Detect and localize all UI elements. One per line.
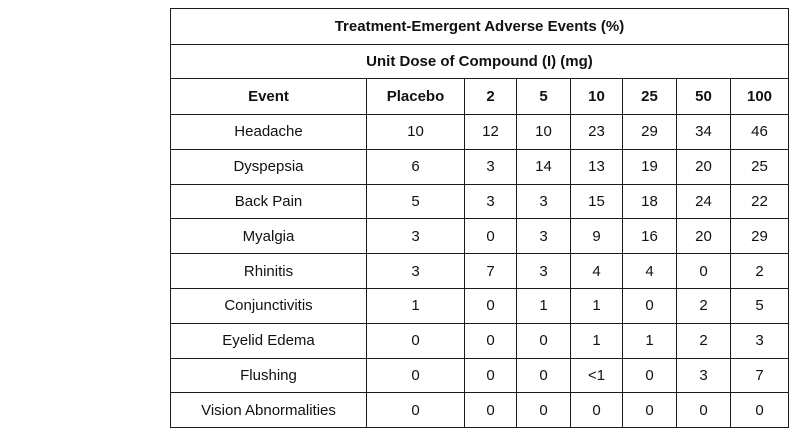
table-cell: 0 (465, 323, 517, 358)
event-name: Headache (171, 115, 367, 150)
table-cell: 16 (623, 219, 677, 254)
event-name: Myalgia (171, 219, 367, 254)
table-cell: 29 (623, 115, 677, 150)
table-cell: 3 (465, 149, 517, 184)
table-cell: 0 (623, 288, 677, 323)
event-name: Dyspepsia (171, 149, 367, 184)
table-cell: 20 (677, 149, 731, 184)
table-cell: 20 (677, 219, 731, 254)
table-cell: 5 (367, 184, 465, 219)
table-cell: 10 (517, 115, 571, 150)
table-cell: 4 (623, 254, 677, 289)
table-cell: 0 (571, 393, 623, 428)
table-cell: 3 (517, 254, 571, 289)
table-cell: 46 (731, 115, 789, 150)
table-cell: 0 (517, 358, 571, 393)
table-cell: 22 (731, 184, 789, 219)
table-cell: 1 (367, 288, 465, 323)
table-cell: 9 (571, 219, 623, 254)
table-cell: 3 (367, 219, 465, 254)
event-name: Vision Abnormalities (171, 393, 367, 428)
table-cell: 10 (367, 115, 465, 150)
table-cell: 0 (367, 393, 465, 428)
table-cell: 0 (677, 393, 731, 428)
column-header-dose-5: 5 (517, 79, 571, 115)
table-cell: 3 (367, 254, 465, 289)
table-row (171, 254, 789, 289)
table-cell: 0 (465, 358, 517, 393)
table-cell: 5 (731, 288, 789, 323)
event-name: Back Pain (171, 184, 367, 219)
table-cell: 0 (677, 254, 731, 289)
table-cell: 3 (517, 184, 571, 219)
table-title: Treatment-Emergent Adverse Events (%) (171, 9, 789, 45)
table-cell: 34 (677, 115, 731, 150)
table-cell: 0 (517, 323, 571, 358)
table-cell: 7 (731, 358, 789, 393)
table-row (171, 115, 789, 150)
table-row (171, 358, 789, 393)
table-cell: 0 (623, 358, 677, 393)
column-header-dose-100: 100 (731, 79, 789, 115)
table-cell: 13 (571, 149, 623, 184)
column-header-dose-10: 10 (571, 79, 623, 115)
table-cell: 19 (623, 149, 677, 184)
column-header-event: Event (171, 79, 367, 115)
table-cell: 29 (731, 219, 789, 254)
column-header-row (171, 79, 789, 115)
table-cell: 2 (677, 323, 731, 358)
table-subtitle: Unit Dose of Compound (I) (mg) (171, 45, 789, 79)
table-row (171, 219, 789, 254)
column-header-dose-25: 25 (623, 79, 677, 115)
table-cell: 25 (731, 149, 789, 184)
table-row (171, 288, 789, 323)
table-cell: 1 (571, 288, 623, 323)
column-header-dose-2: 2 (465, 79, 517, 115)
table-cell: 0 (731, 393, 789, 428)
table-cell: 1 (623, 323, 677, 358)
table-cell: 1 (517, 288, 571, 323)
column-header-placebo: Placebo (367, 79, 465, 115)
table-cell: 24 (677, 184, 731, 219)
table-cell: 0 (367, 323, 465, 358)
table-row (171, 323, 789, 358)
table-cell: 0 (465, 219, 517, 254)
adverse-events-table (170, 8, 789, 428)
table-row (171, 393, 789, 428)
table-cell: 12 (465, 115, 517, 150)
event-name: Eyelid Edema (171, 323, 367, 358)
table-cell: 3 (677, 358, 731, 393)
table-cell: 3 (465, 184, 517, 219)
table-cell: 2 (677, 288, 731, 323)
table-cell: 3 (731, 323, 789, 358)
table-cell: 23 (571, 115, 623, 150)
table-cell: 3 (517, 219, 571, 254)
event-name: Rhinitis (171, 254, 367, 289)
table-cell: 0 (465, 393, 517, 428)
table-cell: <1 (571, 358, 623, 393)
table-cell: 18 (623, 184, 677, 219)
table-row (171, 184, 789, 219)
table-cell: 2 (731, 254, 789, 289)
table-cell: 0 (623, 393, 677, 428)
table-cell: 4 (571, 254, 623, 289)
table-cell: 7 (465, 254, 517, 289)
table-cell: 14 (517, 149, 571, 184)
table-row (171, 149, 789, 184)
event-name: Flushing (171, 358, 367, 393)
event-name: Conjunctivitis (171, 288, 367, 323)
table-cell: 0 (517, 393, 571, 428)
column-header-dose-50: 50 (677, 79, 731, 115)
table-cell: 15 (571, 184, 623, 219)
table-cell: 6 (367, 149, 465, 184)
table-cell: 1 (571, 323, 623, 358)
table-cell: 0 (465, 288, 517, 323)
table-cell: 0 (367, 358, 465, 393)
